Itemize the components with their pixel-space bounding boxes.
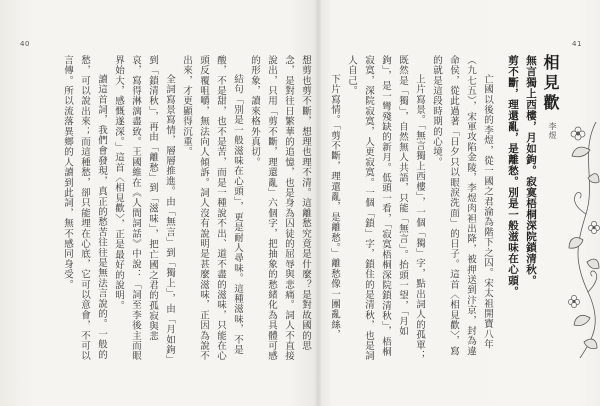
commentary-paragraph: 想剪也剪不斷，想理也理不清。這離愁究竟是什麼？是對故國的思念，是對往日繁華的追憶，也是身為囚徒的屈辱與悲痛。詞人不直接說出，只用「剪不斷，理還亂」六個字，把抽象的愁緒化為具體可感的形象，讀來格外真切。 [249, 55, 311, 361]
vine-leaf [569, 238, 583, 249]
poem-title: 相見歡 [541, 54, 560, 114]
commentary-paragraph: 亡國以後的李煜，從一國之君淪為階下之囚。宋太祖開寶八年（九七五），宋軍攻陷金陵，李煜肉袒出降，被押送到汴京，封為違命侯，從此過著「日夕只以眼淚洗面」的日子。這首〈相見歡〉，寫的就是這段時期的心境。 [431, 55, 493, 357]
vine-flower [571, 127, 585, 140]
poem-author: 李煜 [548, 122, 557, 140]
commentary-paragraph: 全詞寫景寫情，層層推進。由「無言」到「獨上」，由「月如鉤」到「鎖清秋」，再由「離愁」到「滋味」，把亡國之君的孤寂與悲哀，寫得淋漓盡致。王國維在《人間詞話》中說：「詞至李後主而眼界始大，感慨遂深。」這首〈相見歡〉，正是最好的說明。 [113, 55, 175, 361]
book-gutter [314, 0, 322, 406]
page-number-left: 40 [20, 40, 30, 48]
vine-leaf [587, 259, 599, 269]
commentary-paragraph: 結句「別是一般滋味在心頭」，更是耐人尋味。這種滋味，不是酸，不是甜，也不是苦，而是一種說不出、道不盡的滋味，只能在心頭反覆咀嚼，無法向人傾訴。詞人沒有說明是甚麼滋味，正因為說不出來，才更顯得沉重。 [181, 55, 243, 361]
poem-text [502, 55, 540, 315]
vine-tendril [588, 271, 597, 292]
vine-leaf [572, 147, 590, 157]
vine-flower [568, 295, 579, 307]
commentary-left [28, 55, 314, 361]
page-number-right: 41 [572, 40, 582, 48]
commentary-paragraph: 下片寫情。「剪不斷，理還亂，是離愁。」離愁像一團亂絲， [329, 74, 340, 340]
commentary-paragraph: 上片寫景。「無言獨上西樓」，一個「獨」字，點出詞人的孤單；既然是「獨」，自然無人共語，只能「無言」。抬頭一望，「月如鉤」，是一彎殘缺的新月。低頭一看，「寂寞梧桐深院鎖清秋」，梧桐寂寞，深院寂寞，人更寂寞。一個「鎖」字，鎖住的是清秋，也是詞人自己。 [346, 55, 425, 361]
vine-leaf [574, 315, 590, 325]
commentary-right [326, 55, 496, 361]
vine-tendril [574, 192, 586, 214]
floral-vine-icon [566, 122, 600, 358]
poem-line: 無言獨上西樓，月如鉤。寂寞梧桐深院鎖清秋。 [525, 55, 537, 286]
poem-line: 剪不斷，理還亂，是離愁。別是一般滋味在心頭。 [507, 55, 519, 297]
vine-leaf [584, 339, 597, 349]
vine-flower [588, 221, 599, 233]
commentary-paragraph: 讀這首詞，我們會發現，真正的愁苦往往是無法言說的。一般的愁，可以說出來；而這種愁，卻只能埋在心底，它可以意會，不可以言傳。所以流落異鄉的人讀到此詞，無不感同身受。 [62, 55, 107, 361]
